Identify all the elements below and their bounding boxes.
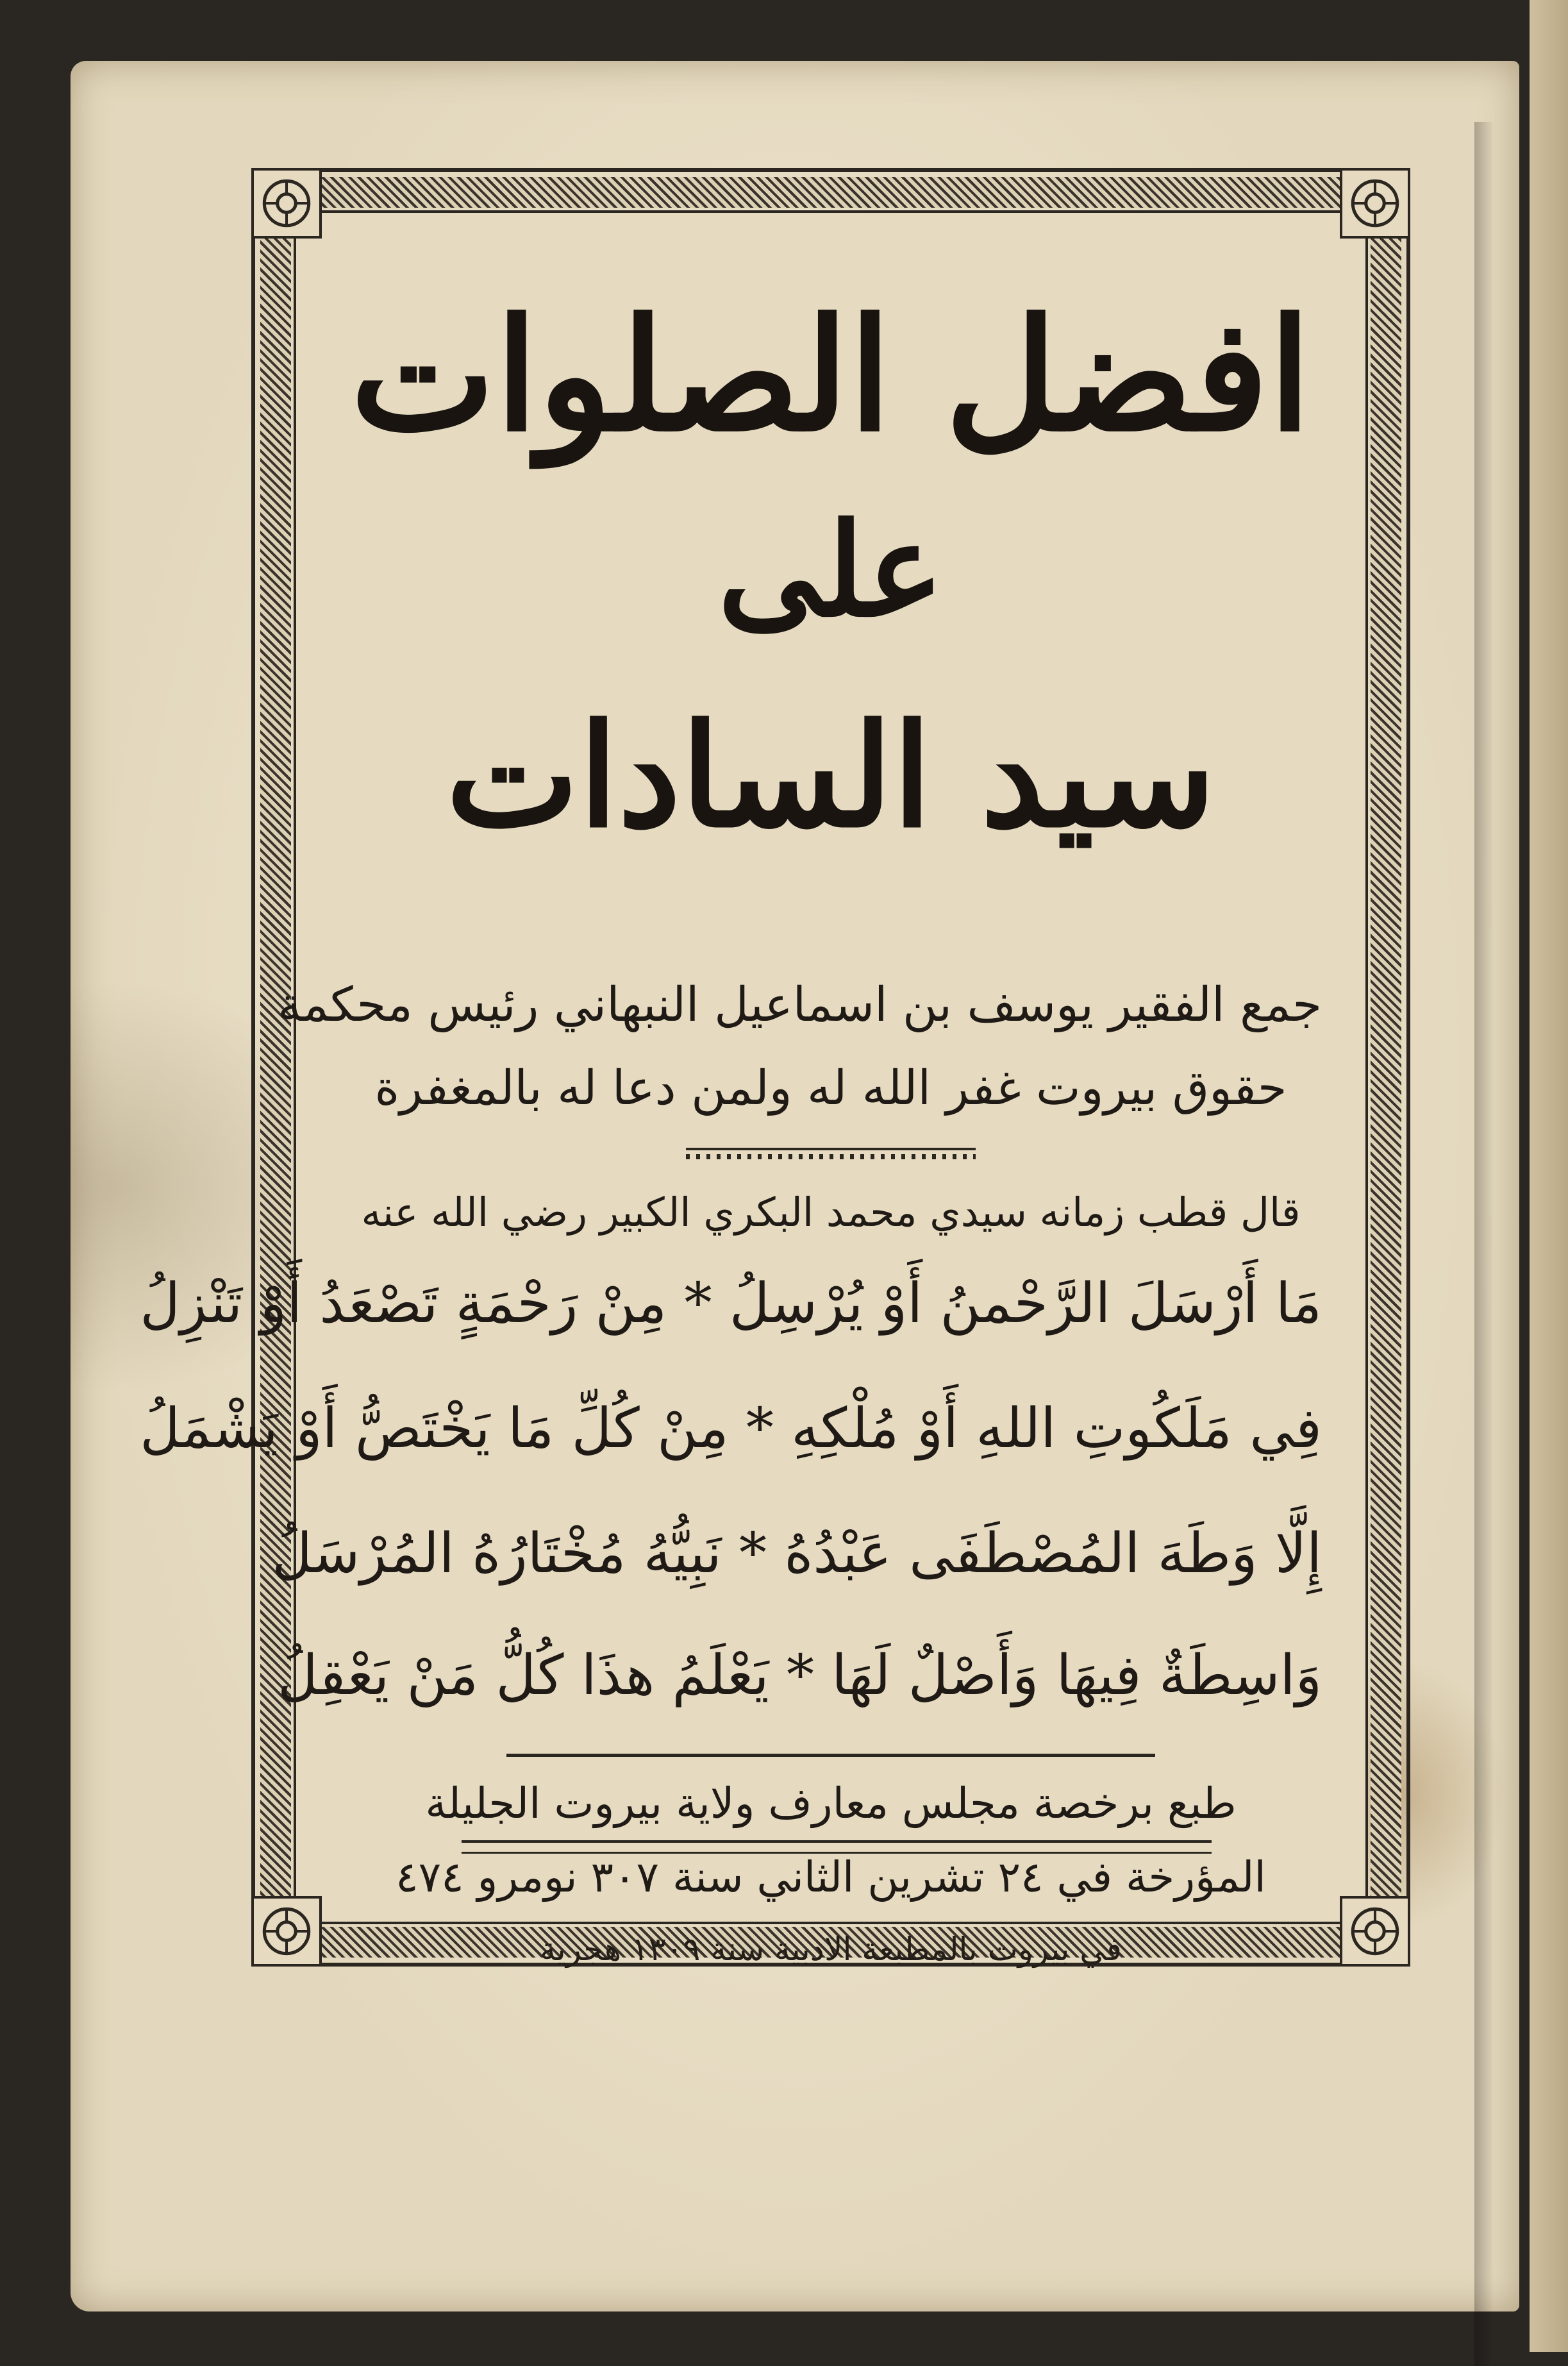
attribution-line: قال قطب زمانه سيدي محمد البكري الكبير رضي الله عنه — [361, 1189, 1301, 1236]
verse-line-3: إِلَّا وَطَهَ المُصْطَفَى عَبْدُهُ * نَبِيُّهُ مُخْتَارُهُ المُرْسَلُ — [272, 1522, 1322, 1586]
title-line-3: سيد السادات — [446, 692, 1216, 859]
page-gutter-shadow — [1474, 122, 1494, 2366]
verse-line-4: وَاسِطَةٌ فِيهَا وَأَصْلٌ لَهَا * يَعْلَمُ هذَا كُلُّ مَنْ يَعْقِلُ — [278, 1643, 1322, 1707]
wavy-divider — [462, 1840, 1212, 1854]
press-imprint: في بيروت بالمطبعة الادبية سنة ١٣٠٩ هجرية — [540, 1931, 1122, 1968]
verse-line-1: مَا أَرْسَلَ الرَّحْمنُ أَوْ يُرْسِلُ * مِنْ رَحْمَةٍ تَصْعَدُ أَوْ تَنْزِلُ — [140, 1271, 1322, 1336]
compiler-line-2: حقوق بيروت غفر الله له ولمن دعا له بالمغفرة — [374, 1061, 1287, 1116]
license-line-2: المؤرخة في ٢٤ تشرين الثاني سنة ٣٠٧ نومرو ٤٧٤ — [396, 1852, 1266, 1902]
ornamental-divider — [686, 1148, 976, 1159]
title-line-1: افضل الصلوات — [350, 285, 1312, 466]
adjacent-page-edge — [1530, 0, 1568, 2352]
divider-line — [506, 1754, 1155, 1757]
title-line-2: على — [717, 495, 944, 646]
verse-line-2: فِي مَلَكُوتِ اللهِ أَوْ مُلْكِهِ * مِنْ كُلِّ مَا يَخْتَصُّ أَوْ يَشْمَلُ — [140, 1397, 1322, 1461]
title-page-content — [140, 218, 1360, 1917]
license-line-1: طبع برخصة مجلس معارف ولاية بيروت الجليلة — [425, 1779, 1237, 1828]
compiler-line-1: جمع الفقير يوسف بن اسماعيل النبهاني رئيس محكمة — [278, 977, 1322, 1032]
